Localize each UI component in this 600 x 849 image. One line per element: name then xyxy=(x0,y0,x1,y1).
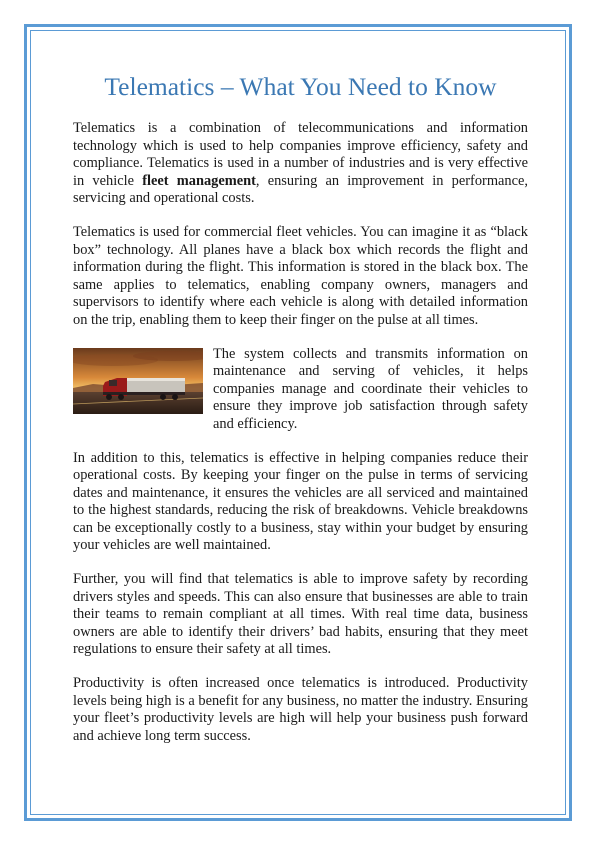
paragraph-1-text-b: , ensuring an improvement in performance, servicing and operational costs. xyxy=(73,172,528,207)
document-body xyxy=(73,70,528,761)
paragraph-5: Further, you will find that telematics is able to improve safety by recording drivers styles and speeds. This can also ensure that businesses are able to train their teams to remain compliant at all times. With real time data, business owners are able to identify their drivers’ bad habits, ensuring that they meet regulations to ensure their safety at all times. xyxy=(73,571,528,658)
paragraph-2: Telematics is used for commercial fleet vehicles. You can imagine it as “black box” technology. All planes have a black box which records the flight and information during the flight. This information is stored in the black box. The same applies to telematics, enabling company owners, managers and supervisors to identify where each vehicle is along with detailed information on the trip, enabling them to keep their finger on the pulse at all times. xyxy=(73,223,528,328)
document-title: Telematics – What You Need to Know xyxy=(104,72,497,101)
paragraph-6: Productivity is often increased once telematics is introduced. Productivity levels being high is a benefit for any business, no matter the industry. Ensuring your fleet’s productivity levels are high will help your business push forward and achieve long term success. xyxy=(73,675,528,744)
paragraph-1-text-a: Telematics is a combination of telecommunications and information technology which is used to help companies improve efficiency, safety and compliance. Telematics is used in a number of industries and is very effective in vehicle xyxy=(73,120,528,189)
image-paragraph xyxy=(73,346,528,450)
truck-sunset-image xyxy=(73,348,203,414)
paragraph-4: In addition to this, telematics is effective in helping companies reduce their operational costs. By keeping your finger on the pulse in terms of servicing dates and maintenance, it ensures the vehicles are all serviced and maintained to the highest standards, reducing the risk of breakdowns. Vehicle breakdowns can be exceptionally costly to a business, stay within your budget by ensuring your vehicles are well maintained. xyxy=(73,449,528,554)
paragraph-1 xyxy=(73,120,528,208)
paragraph-3: The system collects and transmits information on maintenance and serving of vehicles, it helps companies manage and coordinate their vehicles to ensure they improve job satisfaction through safety and efficiency. xyxy=(213,345,528,432)
fleet-management-bold: fleet management xyxy=(142,172,256,189)
